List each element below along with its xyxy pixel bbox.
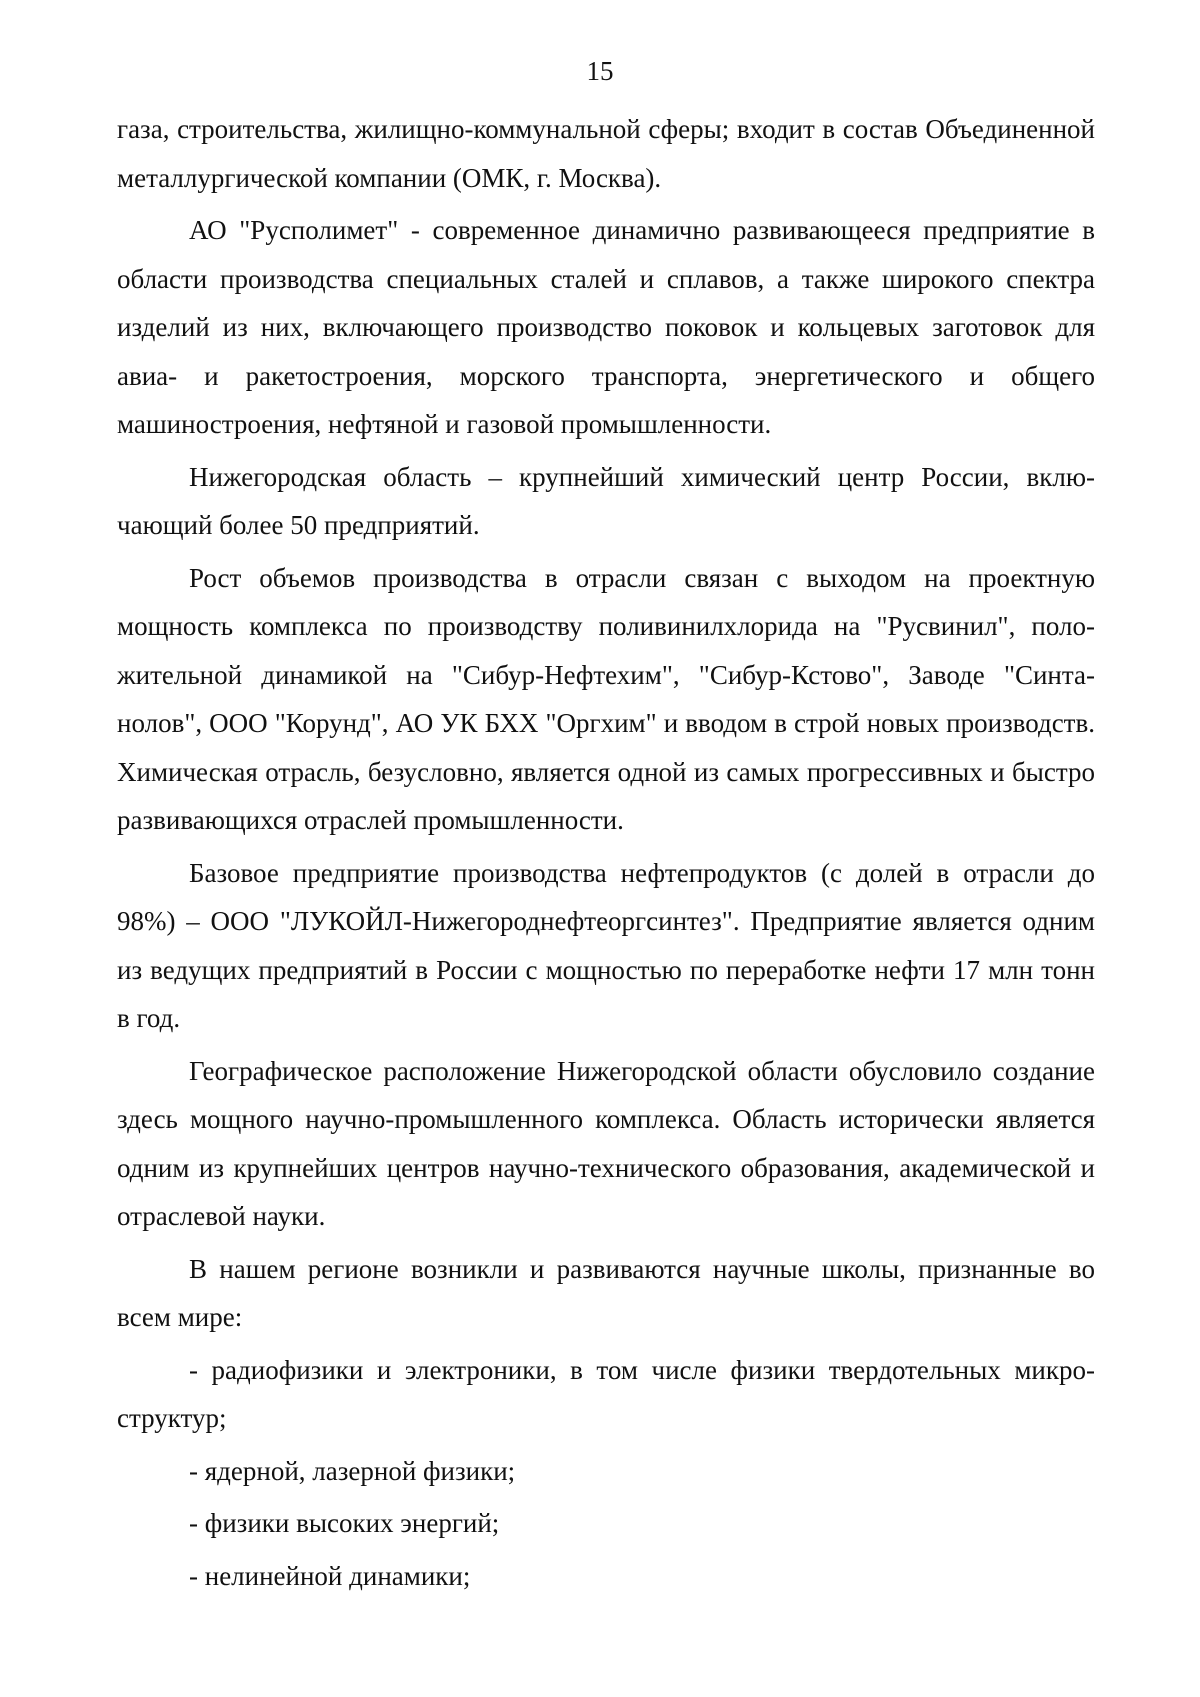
paragraph-ruspolimet: АО "Русполимет" - современное динамично развивающееся предприятие в области производства специальных сталей и сплавов, а также широкого спектра изделий из них, включающего производство поковок и кольцевых заготовок для авиа- и ракетостроения, морского транспорта, энергетического и общего машиностроения, нефтяной и газовой промышленности. [117, 215, 1095, 439]
paragraph-production-growth: Рост объемов производства в отрасли связан с выходом на проектную мощность комплекса по производству поливинилхлорида на "Русвинил", положительной динамикой на "Сибур-Нефтехим", "Сибур-Кстово", Заводе "Синтанолов", ООО "Корунд", АО УК БХХ "Оргхим" и вводом в строй новых производств. Химическая отрасль, безусловно, является одной из самых прогрессивных и быстро развивающихся отраслей промышленности. [117, 562, 1095, 835]
body-text [117, 105, 1095, 1604]
paragraph-scientific-schools: В нашем регионе возникли и развиваются научные школы, признанные во всем мире: [117, 1253, 1095, 1332]
page-number: 15 [586, 56, 614, 86]
list-item-radiophysics: - радиофизики и электроники, в том числе физики твердотельных микроструктур; [117, 1354, 1095, 1433]
paragraph-geography: Географическое расположение Нижегородской области обусловило создание здесь мощного научно-промышленного комплекса. Область исторически является одним из крупнейших центров научно-технического образования, академической и отраслевой науки. [117, 1055, 1095, 1231]
list-item-high-energy: - физики высоких энергий; [189, 1508, 500, 1538]
paragraph-chemical-center: Нижегородская область – крупнейший химический центр России, включающий более 50 предприятий. [117, 461, 1095, 540]
list-item-nuclear-laser: - ядерной, лазерной физики; [189, 1455, 516, 1486]
paragraph-continuation: газа, строительства, жилищно-коммунальной сферы; входит в состав Объединенной металлургической компании (ОМК, г. Москва). [117, 114, 1095, 193]
list-item-nonlinear-dynamics: - нелинейной динамики; [189, 1560, 471, 1591]
paragraph-oil-refining: Базовое предприятие производства нефтепродуктов (с долей в отрасли до 98%) – ООО "ЛУКОЙЛ-Нижегороднефтеоргсинтез". Предприятие является одним из ведущих предприятий в России с мощностью по переработке нефти 17 млн тонн в год. [117, 857, 1095, 1033]
